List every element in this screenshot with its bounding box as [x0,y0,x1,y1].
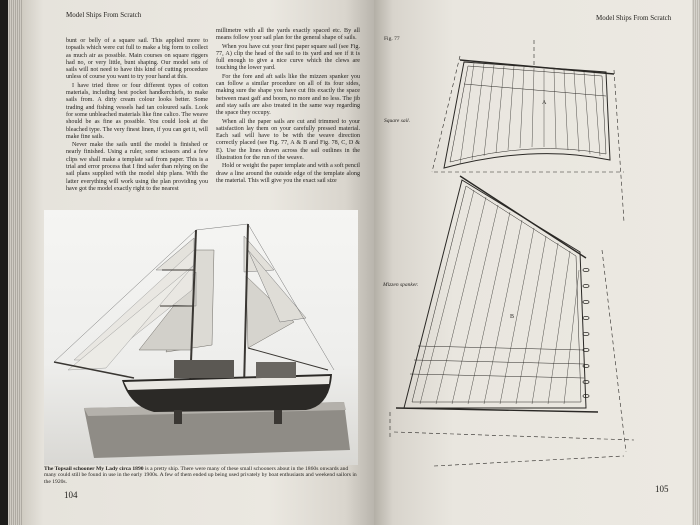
caption-text: is a pretty ship. There were many of these small schooners about in the 1860s onwards and many could still be found in use in the early 1900s. A few of them ended up being used privately by boat enthusiasts and weekend sailors in the 1920s. [44,466,357,485]
paragraph: bunt or belly of a square sail. This applied more to topsails which were cut full to make a big form to collect as much air as possible. Main courses on square riggers had no, or very little, bunt shaping. Our model sets of sails will not need to have this kind of cutting procedure unless of course you want to try your hand at this. [66,38,208,81]
square-sail-drawing [432,40,624,222]
paragraph: Never make the sails until the model is finished or nearly finished. Using a ruler, some scissors and a few clips we shall make a template sail from paper. This is a trial and error process that I find safer than relying on the sail plans supplied with the model ship plans. With the latter everything will work using the plan providing you have got the model exactly right to the nearest [66,142,208,192]
left-running-head: Model Ships From Scratch [66,11,142,19]
right-page-number: 105 [655,484,669,494]
left-column-2 [216,28,360,186]
schooner-model-image [44,210,358,465]
paragraph: For the fore and aft sails like the mizzen spanker you can follow a similar procedure on all of its four sides, making sure the shape you have cut fits exactly the space between mast gaff and boom, no more and no less. The jib and stay sails are also treated in the same way regarding the space they occupy. [216,73,360,117]
sail-letter-a: A [542,100,547,106]
caption-title: The Topsail schooner My Lady circa 1890 [44,466,144,472]
sail-drawings [374,0,692,525]
sail-letter-b: B [510,314,515,320]
paragraph: millimetre with all the yards exactly spaced etc. By all means follow your sail plan for the general shape of sails. [216,28,360,42]
mizzen-spanker-label: Mizzen spanker. [383,282,419,288]
paragraph: Hold or weight the paper template and with a soft pencil draw a line around the outside edge of the template along the material. This will give you the exact sail size [216,163,360,184]
figure-number: Fig. 77 [384,36,400,42]
left-page-edges [8,0,22,525]
paragraph: When all the paper sails are cut and trimmed to your satisfaction lay them on your carefully pressed material. Each sail will have to be with the weave direction correctly placed (see Fig. 77, A & B and Fig. 78, C, D & E). Use the lines drawn across the sail outlines in the illustration for the run of the weave. [216,118,360,162]
right-page-edges [692,0,700,525]
paragraph: When you have cut your first paper square sail (see Fig. 77, A) clip the head of the sail to its yard and see if it is full enough to give a nice curve which the clews are touching the lower yard. [216,43,360,72]
right-running-head: Model Ships From Scratch [596,14,672,22]
square-sail-label: Square sail. [384,118,411,124]
spanker-drawing [390,176,634,466]
left-page-number: 104 [64,490,78,500]
photo-caption [44,466,358,485]
paragraph: I have tried three or four different types of cotton materials, including best pocket handkerchiefs, to make sails from. A dirty cream colour looks better. Some trading and fishing vessels had tan coloured sails. Look for some unbleached materials like fine calico. The weave should be as fine as possible. You could look at the bleached type. The very finest linen, if you can get it, will make fine sails. [66,82,208,140]
schooner-photo [44,210,358,465]
left-column-1 [66,38,208,194]
